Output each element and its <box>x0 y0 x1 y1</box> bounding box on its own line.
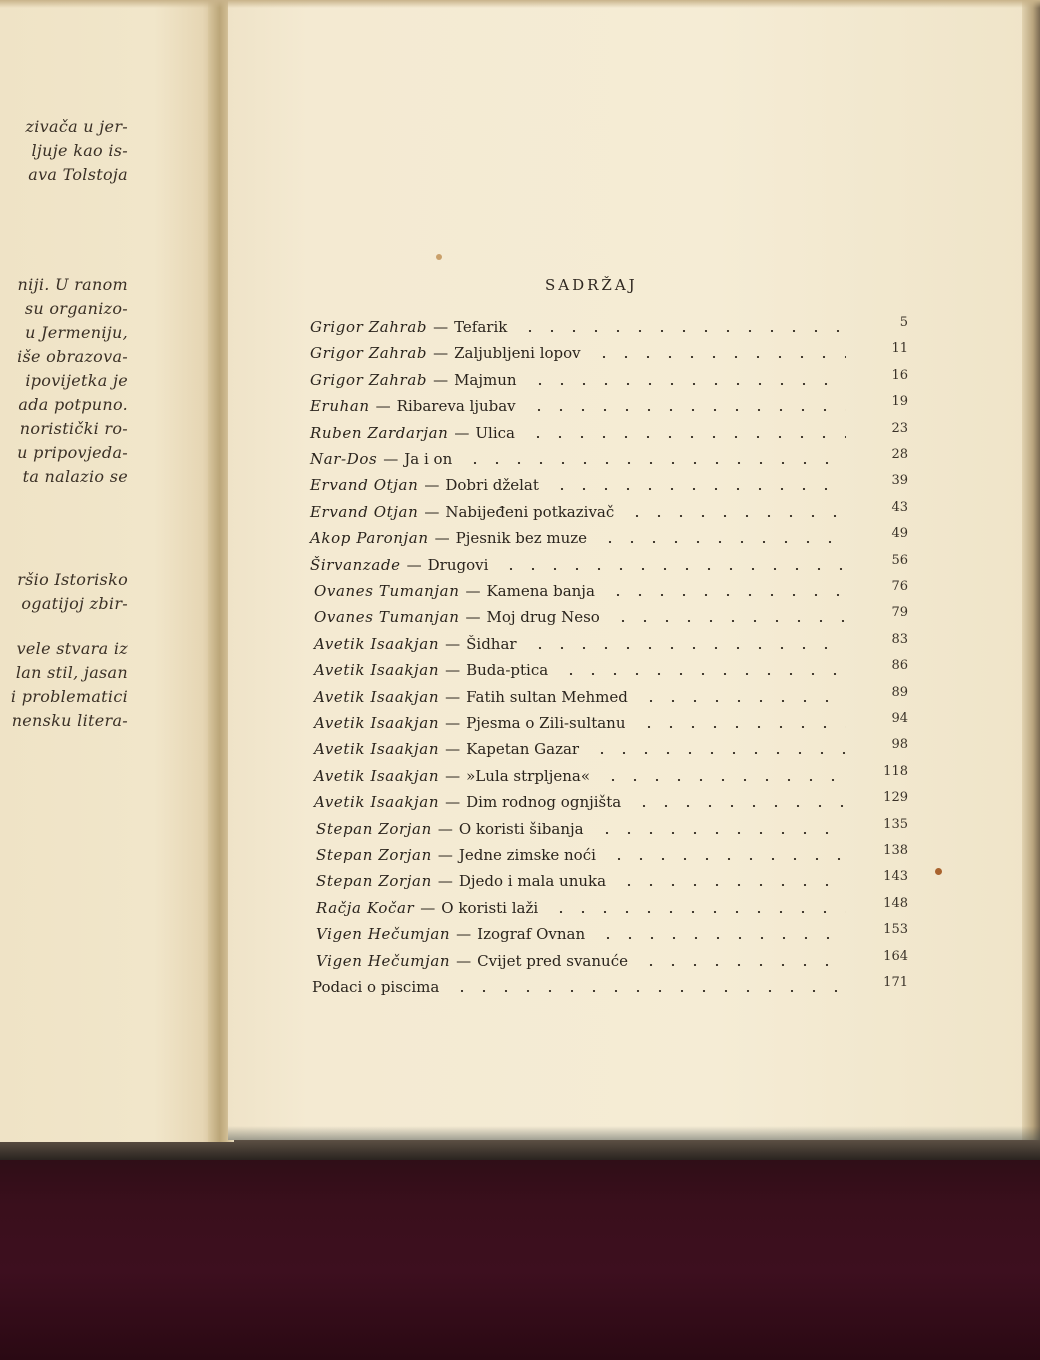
toc-row <box>314 606 908 628</box>
toc-dot-leader <box>451 990 846 992</box>
toc-row <box>310 501 908 523</box>
toc-page-number: 94 <box>891 711 908 726</box>
toc-title: Moj drug Neso <box>486 608 600 627</box>
toc-author: Ovanes Tumanjan <box>314 582 460 600</box>
toc-row <box>316 844 908 866</box>
toc-separator: — <box>434 529 450 548</box>
toc-entry <box>314 633 517 655</box>
toc-page-number: 19 <box>891 394 908 410</box>
toc-entry <box>310 395 516 417</box>
toc-dot-leader <box>527 436 846 438</box>
left-page-line: u Jermeniju, <box>25 323 128 342</box>
toc-separator: — <box>456 925 472 944</box>
toc-author: Ruben Zardarjan <box>310 423 449 442</box>
toc-page-number: 43 <box>891 499 908 515</box>
left-page-line: i problematici <box>10 687 128 706</box>
toc-entry <box>314 712 626 734</box>
toc-author: Širvanzade <box>310 555 401 574</box>
toc-page-number: 148 <box>883 895 908 911</box>
toc-title: Zaljubljeni lopov <box>454 344 581 363</box>
left-page-line: ta nalazio se <box>22 467 128 486</box>
toc-row <box>314 791 908 813</box>
toc-page-number: 16 <box>891 367 908 383</box>
toc-author: Ovanes Tumanjan <box>314 608 460 627</box>
right-page-edge <box>1022 0 1040 1140</box>
toc-title: Nabijeđeni potkazivač <box>445 502 615 521</box>
toc-author: Avetik Isaakjan <box>314 793 440 812</box>
toc-entry <box>310 316 507 338</box>
toc-dot-leader <box>464 462 846 464</box>
toc-author: Avetik Isaakjan <box>314 714 440 732</box>
toc-entry <box>310 554 488 576</box>
toc-author: Ervand Otjan <box>310 476 419 495</box>
top-edge <box>0 0 1040 8</box>
toc-page-number: 98 <box>891 737 908 753</box>
left-page-line: ljuje kao is- <box>31 141 128 160</box>
toc-entry <box>310 527 587 549</box>
toc-entry <box>316 844 596 866</box>
toc-separator: — <box>445 634 461 653</box>
toc-dot-leader <box>607 594 846 596</box>
left-page-line: ipovijetka je <box>25 371 128 390</box>
left-page-line: ogatijoj zbir- <box>21 594 128 613</box>
toc-author: Vigen Hečumjan <box>316 951 451 970</box>
toc-dot-leader <box>593 356 846 358</box>
toc-page-number: 143 <box>883 869 908 885</box>
toc-dot-leader <box>638 726 846 728</box>
toc-separator: — <box>424 476 440 495</box>
toc-title: Šidhar <box>466 634 517 653</box>
toc-title: Jedne zimske noći <box>458 846 596 864</box>
toc-page-number: 56 <box>891 552 908 568</box>
toc-row <box>314 659 908 681</box>
toc-entry <box>316 818 584 840</box>
toc-separator: — <box>454 423 470 442</box>
toc-page-number: 89 <box>891 684 908 700</box>
toc-row <box>314 580 908 602</box>
toc-dot-leader <box>519 330 846 332</box>
left-page-line: niji. U ranom <box>17 275 128 294</box>
toc-dot-leader <box>551 488 846 490</box>
toc-title: Ribareva ljubav <box>396 397 516 416</box>
page-bottom-shadow <box>228 1126 1040 1140</box>
toc-dot-leader <box>640 964 846 966</box>
toc-title: »Lula strpljena« <box>466 766 591 785</box>
toc-separator: — <box>383 450 399 468</box>
toc-title: Pjesma o Zili-sultanu <box>466 714 626 732</box>
toc-entry <box>310 474 539 496</box>
toc-separator: — <box>437 846 453 864</box>
toc-entry <box>314 765 590 787</box>
toc-separator: — <box>445 661 461 680</box>
toc-separator: — <box>445 714 461 732</box>
left-page-line: noristički ro- <box>19 419 128 438</box>
toc-title: Tefarik <box>454 318 508 336</box>
toc-dot-leader <box>560 673 846 675</box>
toc-author: Avetik Isaakjan <box>314 634 440 653</box>
toc-dot-leader <box>612 620 846 622</box>
toc-title: Drugovi <box>427 555 489 574</box>
toc-entry <box>310 369 517 391</box>
toc-dot-leader <box>591 752 846 754</box>
toc-author: Grigor Zahrab <box>310 370 428 389</box>
toc-row <box>312 976 908 998</box>
toc-page-number: 153 <box>883 922 908 938</box>
toc-author: Avetik Isaakjan <box>314 661 440 680</box>
toc-title: Fatih sultan Mehmed <box>466 687 628 706</box>
left-page-line: lan stil, jasan <box>15 663 128 682</box>
toc-entry <box>310 501 614 523</box>
toc-separator: — <box>424 502 440 521</box>
toc-page-number: 83 <box>891 631 908 647</box>
left-page-line: ava Tolstoja <box>28 165 128 184</box>
toc-separator: — <box>437 819 453 838</box>
toc-dot-leader <box>640 700 846 702</box>
toc-page-number: 171 <box>883 975 908 990</box>
toc-dot-leader <box>599 541 846 543</box>
toc-entry <box>316 950 628 972</box>
toc-row <box>314 738 908 760</box>
toc-dot-leader <box>597 937 846 939</box>
toc-title: Ja i on <box>404 450 453 468</box>
toc-author: Avetik Isaakjan <box>314 740 440 759</box>
toc-entry <box>314 580 595 602</box>
toc-row <box>310 342 908 364</box>
toc-title: O koristi šibanja <box>458 819 584 838</box>
toc-page-number: 138 <box>883 843 908 858</box>
left-page <box>0 0 220 1142</box>
toc-separator: — <box>445 766 461 785</box>
toc-page-number: 39 <box>891 473 908 489</box>
toc-author: Grigor Zahrab <box>310 344 428 363</box>
left-page-line: iše obrazova- <box>17 347 128 366</box>
toc-entry <box>310 422 515 444</box>
toc-separator: — <box>406 555 422 574</box>
toc-title: Majmun <box>454 370 517 389</box>
toc-dot-leader <box>626 515 846 517</box>
toc-entry <box>316 923 585 945</box>
left-page-line: su organizo- <box>24 299 128 318</box>
toc-entry <box>314 606 600 628</box>
toc-entry <box>314 791 621 813</box>
toc-row <box>316 818 908 840</box>
toc-author: Akop Paronjan <box>310 529 429 548</box>
left-page-line: u pripovjeda- <box>17 443 128 462</box>
toc-page-number: 76 <box>891 579 908 594</box>
toc-row <box>310 422 908 444</box>
toc-dot-leader <box>596 832 846 834</box>
toc-row <box>310 554 908 576</box>
toc-row <box>316 923 908 945</box>
toc-author: Ervand Otjan <box>310 502 419 521</box>
toc-entry <box>314 738 579 760</box>
toc-dot-leader <box>602 779 846 781</box>
toc-dot-leader <box>608 858 846 860</box>
toc-title: Cvijet pred svanuće <box>477 951 628 970</box>
toc-row <box>314 686 908 708</box>
toc-title: Ulica <box>475 423 515 442</box>
toc-page-number: 79 <box>891 605 908 621</box>
toc-separator: — <box>437 872 453 891</box>
toc-separator: — <box>375 397 391 416</box>
toc-author: Stepan Zorjan <box>316 846 432 864</box>
toc-separator: — <box>465 608 481 627</box>
toc-author: Stepan Zorjan <box>316 872 432 891</box>
toc-page-number: 86 <box>891 658 908 674</box>
ink-dot <box>436 254 442 260</box>
toc-title: Dobri dželat <box>445 476 539 495</box>
toc-dot-leader <box>528 409 846 411</box>
toc-separator: — <box>420 898 436 917</box>
toc-entry <box>310 342 581 364</box>
ink-dot <box>935 868 942 875</box>
toc-dot-leader <box>529 383 846 385</box>
toc-row <box>316 870 908 892</box>
toc-separator: — <box>433 370 449 389</box>
toc-row <box>314 712 908 734</box>
toc-entry <box>312 976 439 998</box>
toc-page-number: 135 <box>883 816 908 832</box>
toc-title: O koristi laži <box>441 898 539 917</box>
toc-row <box>310 369 908 391</box>
toc-separator: — <box>445 793 461 812</box>
toc-row <box>310 527 908 549</box>
toc-row <box>310 448 908 470</box>
toc-title: Podaci o piscima <box>312 978 440 996</box>
toc-page-number: 28 <box>891 447 908 462</box>
left-page-line: zivača u jer- <box>25 117 128 136</box>
toc-row <box>310 316 908 338</box>
toc-row <box>314 633 908 655</box>
toc-title: Kapetan Gazar <box>466 740 580 759</box>
toc-title: Dim rodnog ognjišta <box>466 793 622 812</box>
toc-title: Djedo i mala unuka <box>458 872 607 891</box>
toc-dot-leader <box>618 884 846 886</box>
toc-author: Račja Kočar <box>316 898 415 917</box>
left-page-line: vele stvara iz <box>16 639 128 658</box>
toc-author: Grigor Zahrab <box>310 318 428 336</box>
toc-separator: — <box>433 344 449 363</box>
toc-separator: — <box>445 687 461 706</box>
toc-page-number: 118 <box>883 763 908 779</box>
toc-row <box>314 765 908 787</box>
background-fabric <box>0 1140 1040 1360</box>
toc-dot-leader <box>529 647 846 649</box>
toc-title: Izograf Ovnan <box>477 925 586 944</box>
toc-page-number: 23 <box>891 420 908 436</box>
toc-row <box>310 395 908 417</box>
toc-row <box>316 897 908 919</box>
toc-row <box>316 950 908 972</box>
toc-entry <box>314 686 628 708</box>
toc-page-number: 49 <box>891 526 908 542</box>
left-page-text <box>0 0 128 1142</box>
toc-entry <box>316 870 606 892</box>
toc-separator: — <box>433 318 449 336</box>
toc-dot-leader <box>633 805 846 807</box>
toc-row <box>310 474 908 496</box>
left-page-line: ada potpuno. <box>18 395 128 414</box>
toc-title: Kamena banja <box>486 582 595 600</box>
toc-entry <box>314 659 548 681</box>
toc-dot-leader <box>550 911 846 913</box>
toc-heading: SADRŽAJ <box>545 276 638 294</box>
left-page-line: nensku litera- <box>11 711 128 730</box>
toc-entry <box>316 897 538 919</box>
toc-title: Pjesnik bez muze <box>455 529 588 548</box>
toc-author: Nar-Dos <box>310 450 378 468</box>
toc-entry <box>310 448 452 470</box>
toc-author: Eruhan <box>310 397 370 416</box>
toc-separator: — <box>445 740 461 759</box>
toc-author: Vigen Hečumjan <box>316 925 451 944</box>
toc-page-number: 11 <box>891 341 908 357</box>
toc-author: Avetik Isaakjan <box>314 766 440 785</box>
toc-separator: — <box>465 582 481 600</box>
toc-page-number: 129 <box>883 790 908 806</box>
toc-separator: — <box>456 951 472 970</box>
toc-author: Stepan Zorjan <box>316 819 432 838</box>
left-page-line: ršio Istorisko <box>17 570 128 589</box>
toc-author: Avetik Isaakjan <box>314 687 440 706</box>
toc-dot-leader <box>500 568 846 570</box>
toc-page-number: 164 <box>883 948 908 964</box>
toc-title: Buda-ptica <box>466 661 549 680</box>
toc-page-number: 5 <box>899 315 908 330</box>
